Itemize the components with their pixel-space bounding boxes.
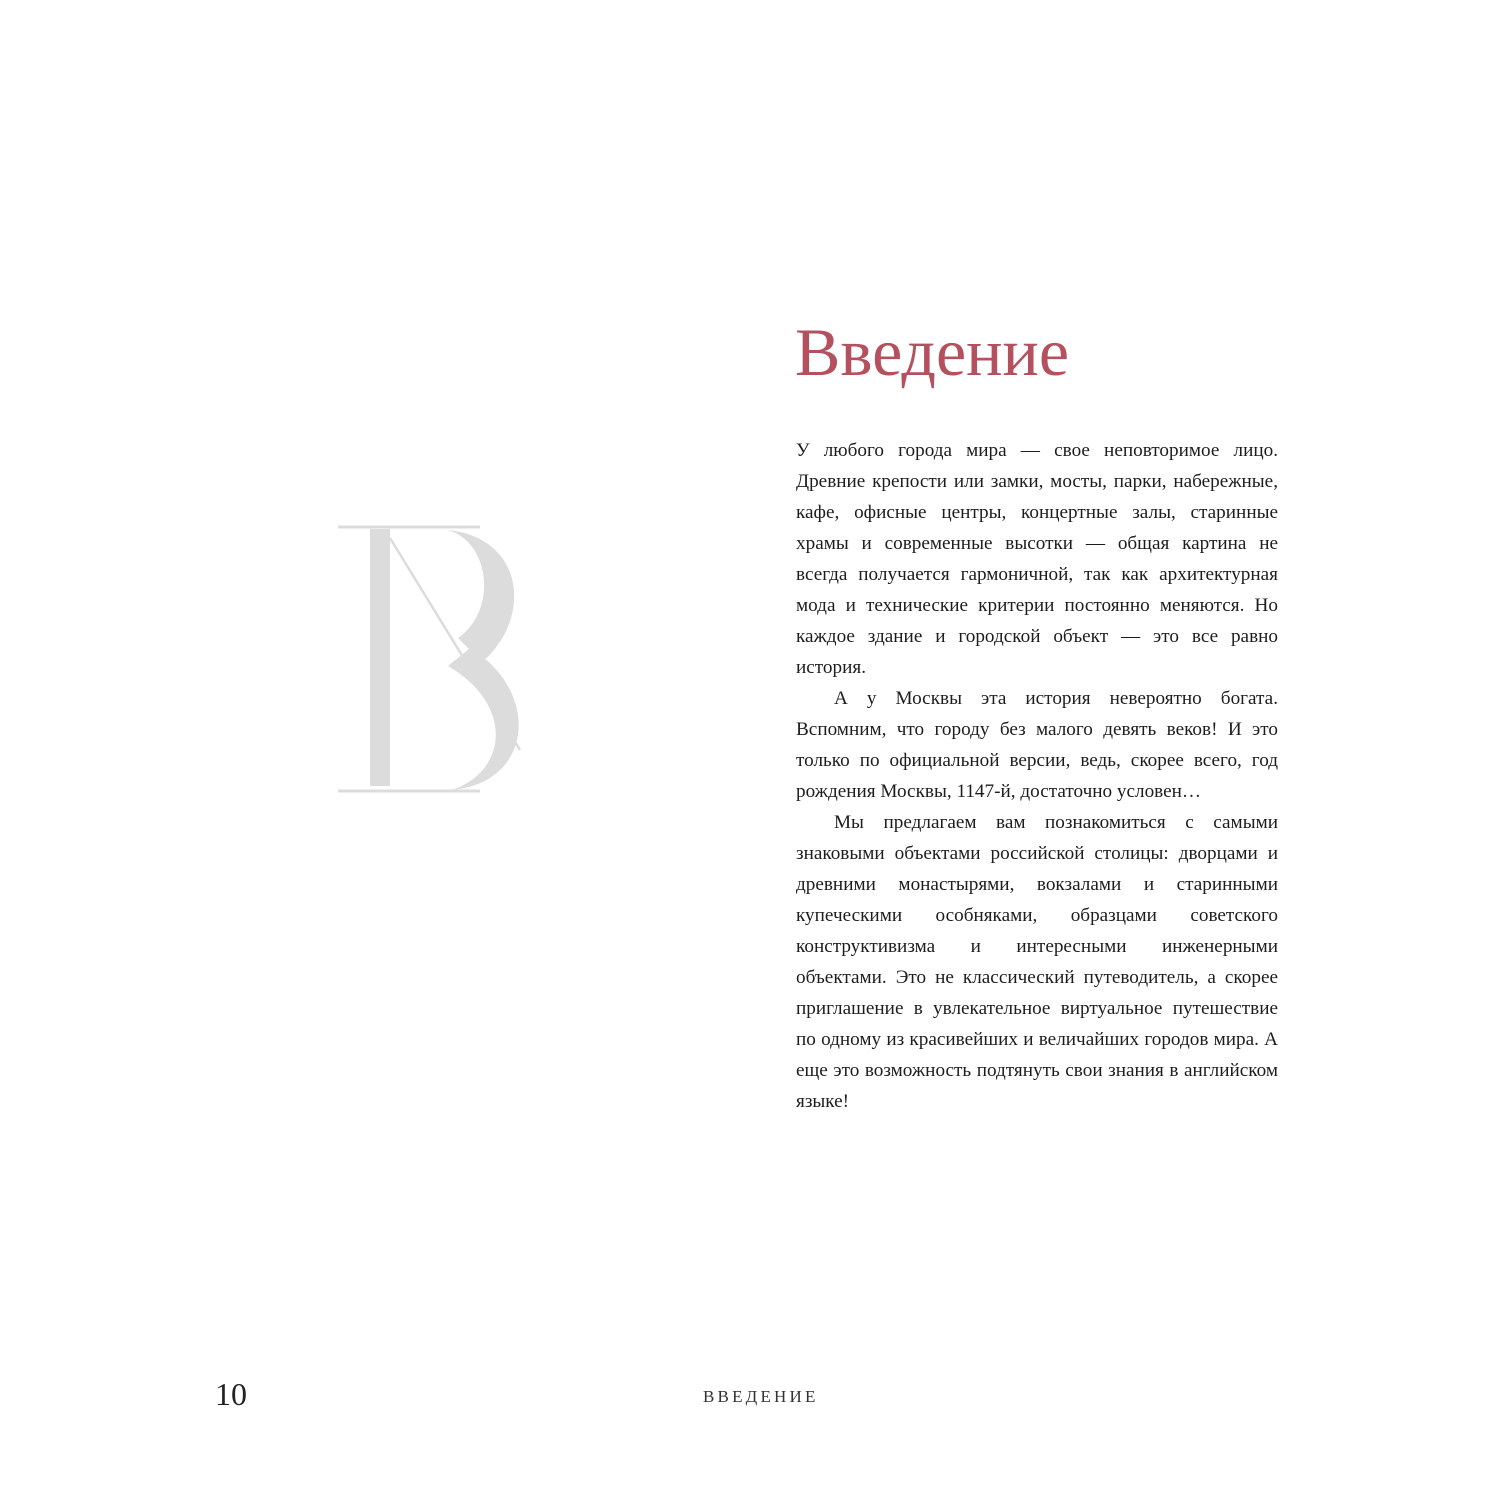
page-number: 10	[215, 1376, 247, 1412]
paragraph: У любого города мира — свое неповторимое лицо. Древние крепости или замки, мосты, парки, набережные, кафе, офисные центры, концертные залы, старинные храмы и современные высотки — общая картина не всегда получается гармоничной, так как архитектурная мода и технические критерии постоянно меняются. Но каждое здание и городской объект — это все равно история.	[796, 440, 1278, 678]
paragraph: Мы предлагаем вам познакомиться с самыми знаковыми объектами российской столицы: дворцами и древними монастырями, вокзалами и старинными купеческими особняками, образцами советского конструктивизма и интересными инженерными объектами. Это не классический путеводитель, а скорее приглашение в увлекательное виртуальное путешествие по одному из красивейших и величайших городов мира. А еще это возможность подтянуть свои знания в английском языке!	[796, 812, 1278, 1112]
chapter-title: Введение	[795, 314, 1070, 390]
running-head: ВВЕДЕНИЕ	[703, 1387, 819, 1406]
paragraph: А у Москвы эта история невероятно богата. Вспомним, что городу без малого девять веков! И это только по официальной версии, ведь, скорее всего, год рождения Москвы, 1147-й, достаточно условен…	[796, 688, 1278, 802]
decorative-letter-v-icon	[330, 520, 540, 800]
body-text	[796, 435, 1278, 1117]
